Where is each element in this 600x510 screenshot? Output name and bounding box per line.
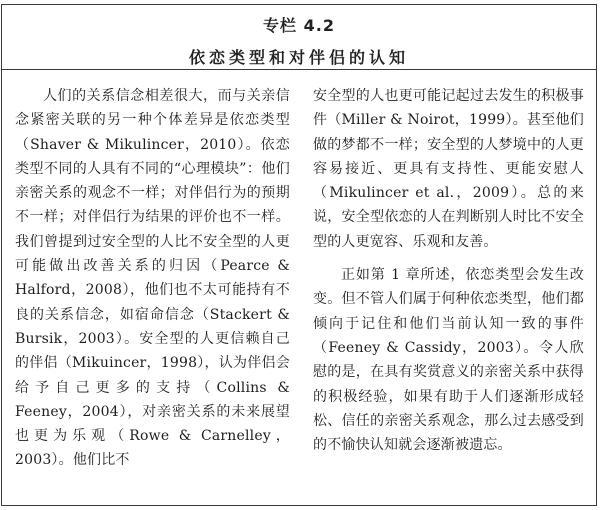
right-paragraph-continued: 安全型的人也更可能记起过去发生的积极事件（Miller & Noirot，1999）。甚至他们做的梦都不一样；安全型的人梦境中的人更容易接近、更具有支持性、更能安慰人（Mikulincer et al.，2009）。总的来说，安全型依恋的人在判断别人时比不安全型的人更宽容、乐观和友善。 bbox=[313, 88, 584, 250]
box-title: 依恋类型和对伴侣的认知 bbox=[188, 48, 409, 67]
box-header bbox=[2, 5, 596, 70]
right-paragraph-2: 正如第 1 章所述，依恋类型会发生改变。但不管人们属于何种依恋类型，他们都倾向于记住和他们当前认知一致的事件（Feeney & Cassidy，2003）。令人欣慰的是，在具有奖赏意义的亲密关系中获得的积极经验，如果有助于人们逐渐形成轻松、信任的亲密关系观念，那么过去感受到的不愉快认知就会逐渐被遗忘。 bbox=[313, 267, 584, 454]
right-column bbox=[298, 84, 594, 506]
sidebar-box bbox=[1, 4, 597, 506]
left-column bbox=[2, 84, 298, 506]
column-number-label: 专栏 4.2 bbox=[263, 16, 335, 35]
box-body bbox=[2, 70, 596, 506]
left-paragraph: 人们的关系信念相差很大，而与关亲信念紧密关联的另一种个体差异是依恋类型（Shaver & Mikulincer，2010）。依恋类型不同的人具有不同的“心理模块”：他们亲密关系的观念不一样；对伴侣行为的预期不一样；对伴侣行为结果的评价也不一样。我们曾提到过安全型的人比不安全型的人更可能做出改善关系的归因（Pearce & Halford，2008），他们也不太可能持有不良的关系信念，如宿命信念（Stackert & Bursik，2003）。安全型的人更信赖自己的伴侣（Mikuincer，1998），认为伴侣会给予自己更多的支持（Collins & Feeney，2004），对亲密关系的未来展望也更为乐观（Rowe & Carnelley，2003）。他们比不 bbox=[15, 88, 290, 469]
